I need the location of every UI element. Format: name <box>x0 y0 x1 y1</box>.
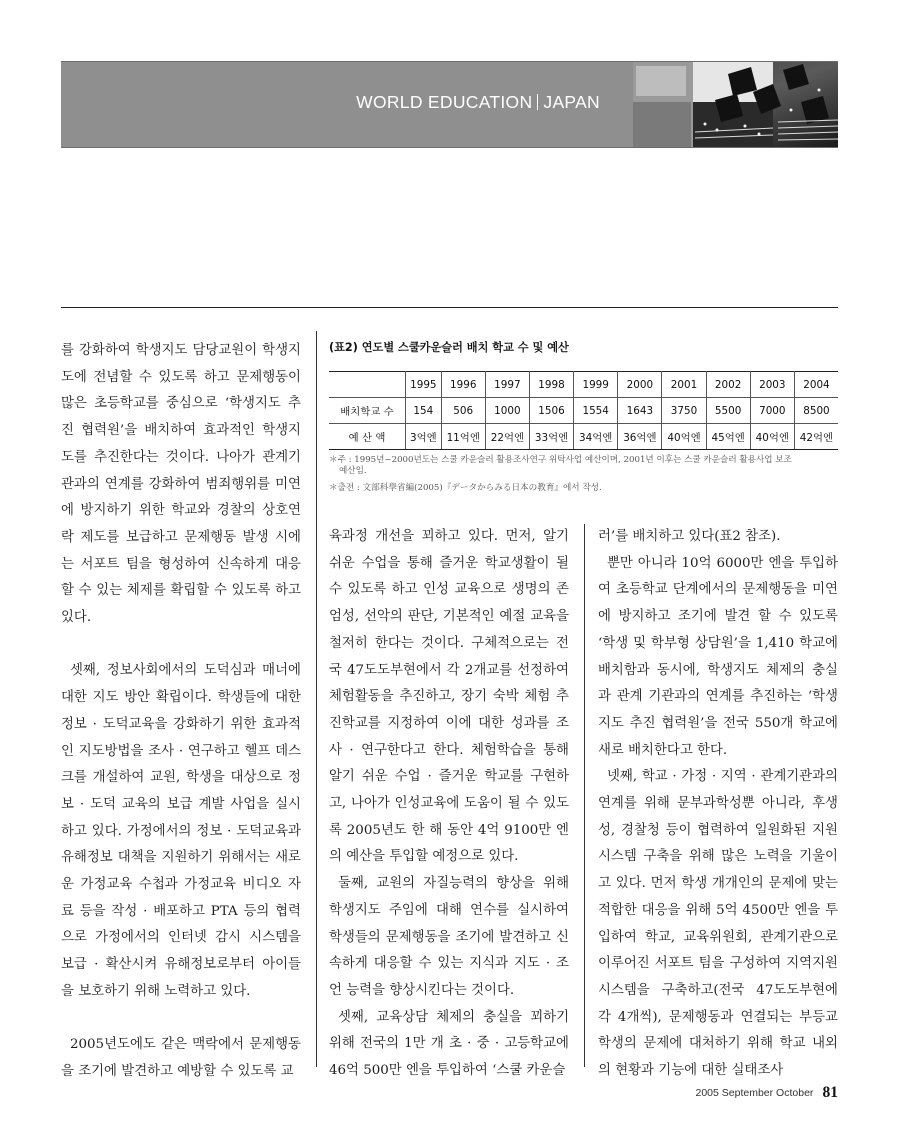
table-cell: 40억엔 <box>662 424 706 450</box>
budget-table <box>329 371 838 450</box>
year-cell: 1999 <box>574 372 618 398</box>
row-label: 배치학교 수 <box>329 398 406 424</box>
table-cell: 5500 <box>706 398 750 424</box>
budget-table-block <box>329 339 838 494</box>
table-title: (표2) 연도별 스쿨카운슬러 배치 학교 수 및 예산 <box>329 341 569 354</box>
paragraph: 셋째, 교육상담 체제의 충실을 꾀하기 위해 전국의 1만 개 초 · 중 · 고등학교에 46억 500만 엔을 투입하여 ‘스쿨 카운슬 <box>329 1009 569 1079</box>
table-cell: 42억엔 <box>794 424 838 450</box>
banner-title-country: JAPAN <box>543 92 600 112</box>
year-cell: 2001 <box>662 372 706 398</box>
banner-photo-collage <box>633 62 838 147</box>
column-3 <box>598 524 838 1085</box>
year-cell: 2004 <box>794 372 838 398</box>
table-cell: 506 <box>441 398 485 424</box>
table-cell: 1643 <box>618 398 662 424</box>
table-cell: 11억엔 <box>441 424 485 450</box>
paragraph: 2005년도에도 같은 맥락에서 문제행동을 조기에 발견하고 예방할 수 있도록 교 <box>61 1037 301 1079</box>
year-cell: 1997 <box>485 372 529 398</box>
horizontal-rule <box>61 307 838 308</box>
year-cell: 1996 <box>441 372 485 398</box>
paragraph: 넷째, 학교 · 가정 · 지역 · 관계기관과의 연계를 위해 문부과학성뿐 아니라, 후생성, 경찰청 등이 협력하여 일원화된 지원시스템 구축을 위해 많은 노력을 기울이고 있다. 먼저 학생 개개인의 문제에 맞는 적합한 대응을 위해 5억 4500만 엔을 투입하여 학교, 교육위원회, 관계기관으로 이루어진 서포트 팀을 구성하여 지역지원 시스템을 구축하고(전국 47도도부현에 각 4개씩), 문제행동과 연결되는 부등교 학생의 문제에 대처하기 위해 학교 내외의 현황과 기능에 대한 실태조사 <box>598 769 838 1079</box>
table-header-row <box>329 372 838 398</box>
table-cell: 3750 <box>662 398 706 424</box>
table-cell: 1554 <box>574 398 618 424</box>
table-cell: 8500 <box>794 398 838 424</box>
table-cell: 40억엔 <box>750 424 794 450</box>
year-cell: 1998 <box>529 372 573 398</box>
table-cell: 154 <box>406 398 442 424</box>
table-cell: 36억엔 <box>618 424 662 450</box>
title-separator <box>537 94 538 110</box>
table-source: ＊출전 : 文部科學省編(2005)『データからみる日本の教育』에서 작성. <box>329 483 602 493</box>
year-cell: 2000 <box>618 372 662 398</box>
paragraph: 뿐만 아니라 10억 6000만 엔을 투입하여 초등학교 단계에서의 문제행동을 미연에 방지하고 조기에 발견 할 수 있도록 ‘학생 및 학부형 상담원’을 1,410 학교에 배치함과 동시에, 학생지도 체제의 충실과 관계 기관과의 연계를 추진하는 ‘학생지도 추진 협력원’을 전국 550개 학교에 새로 배치한다고 한다. <box>598 555 838 758</box>
table-cell: 1000 <box>485 398 529 424</box>
column-2 <box>329 524 569 1085</box>
paragraph: 셋째, 정보사회에서의 도덕심과 매너에 대한 지도 방안 확립이다. 학생들에 대한 정보 · 도덕교육을 강화하기 위한 효과적인 지도방법을 조사 · 연구하고 헬프 데스크를 개설하여 교원, 학생을 대상으로 정보 · 도덕 교육의 보급 계발 사업을 실시하고 있다. 가정에서의 정보 · 도덕교육과 유해정보 대책을 지원하기 위해서는 새로운 가정교육 수첩과 가정교육 비디오 자료 등을 작성 · 배포하고 PTA 등의 협력으로 가정에서의 인터넷 감시 시스템을 보급 · 확산시켜 유해정보로부터 아이들을 보호하기 위해 노력하고 있다. <box>61 663 301 999</box>
year-cell: 2002 <box>706 372 750 398</box>
table-cell: 45억엔 <box>706 424 750 450</box>
table-corner-cell <box>329 372 406 398</box>
table-cell: 3억엔 <box>406 424 442 450</box>
page-number: 81 <box>822 1084 838 1101</box>
banner-title <box>356 92 600 113</box>
page-footer <box>696 1082 839 1102</box>
table-cell: 22억엔 <box>485 424 529 450</box>
table-cell: 1506 <box>529 398 573 424</box>
column-divider <box>584 524 585 1067</box>
banner-title-section: WORLD EDUCATION <box>356 92 533 112</box>
paragraph: 러’를 배치하고 있다(표2 참조). <box>598 529 781 544</box>
paragraph: 둘째, 교원의 자질능력의 향상을 위해 학생지도 주임에 대해 연수를 실시하여 학생들의 문제행동을 조기에 발견하고 신속하게 대응할 수 있는 지식과 지도 · 조언 능력을 향상시킨다는 것이다. <box>329 876 569 998</box>
paragraph: 를 강화하여 학생지도 담당교원이 학생지도에 전념할 수 있도록 하고 문제행동이 많은 초등학교를 중심으로 ‘학생지도 추진 협력원’을 배치하여 효과적인 학생지도를 추진한다는 것이다. 나아가 관계기관과의 연계를 강화하여 범죄행위를 미연에 방지하기 위한 학교와 경찰의 상호연락 제도를 보급하고 문제행동 발생 시에는 서포트 팀을 형성하여 신속하게 대응할 수 있는 체제를 확립할 수 있도록 하고 있다. <box>61 343 301 626</box>
table-row-budget <box>329 424 838 450</box>
table-note: ＊주 : 1995년~2000년도는 스쿨 카운슬러 활용조사연구 위탁사업 예산이며, 2001년 이후는 스쿨 카운슬러 활용사업 보조 예산임. <box>329 455 792 476</box>
year-cell: 2003 <box>750 372 794 398</box>
table-row-schools <box>329 398 838 424</box>
table-cell: 33억엔 <box>529 424 573 450</box>
paragraph: 육과정 개선을 꾀하고 있다. 먼저, 알기 쉬운 수업을 통해 즐거운 학교생활이 될 수 있도록 하고 인성 교육으로 생명의 존엄성, 선악의 판단, 기본적인 예절 교육을 철저히 한다는 것이다. 구체적으로는 전국 47도도부현에서 각 2개교를 선정하여 체험활동을 추진하고, 장기 숙박 체험 추진학교를 지정하여 이에 대한 성과를 조사 · 연구한다고 한다. 체험학습을 통해 알기 쉬운 수업 · 즐거운 학교를 구현하고, 나아가 인성교육에 도움이 될 수 있도록 2005년도 한 해 동안 4억 9100만 엔의 예산을 투입할 예정으로 있다. <box>329 529 569 865</box>
table-cell: 34억엔 <box>574 424 618 450</box>
row-label: 예 산 액 <box>329 424 406 450</box>
header-banner <box>61 61 838 148</box>
issue-date: 2005 September October <box>695 1087 814 1099</box>
table-cell: 7000 <box>750 398 794 424</box>
column-divider <box>316 331 317 1067</box>
year-cell: 1995 <box>406 372 442 398</box>
column-1 <box>61 338 301 1086</box>
